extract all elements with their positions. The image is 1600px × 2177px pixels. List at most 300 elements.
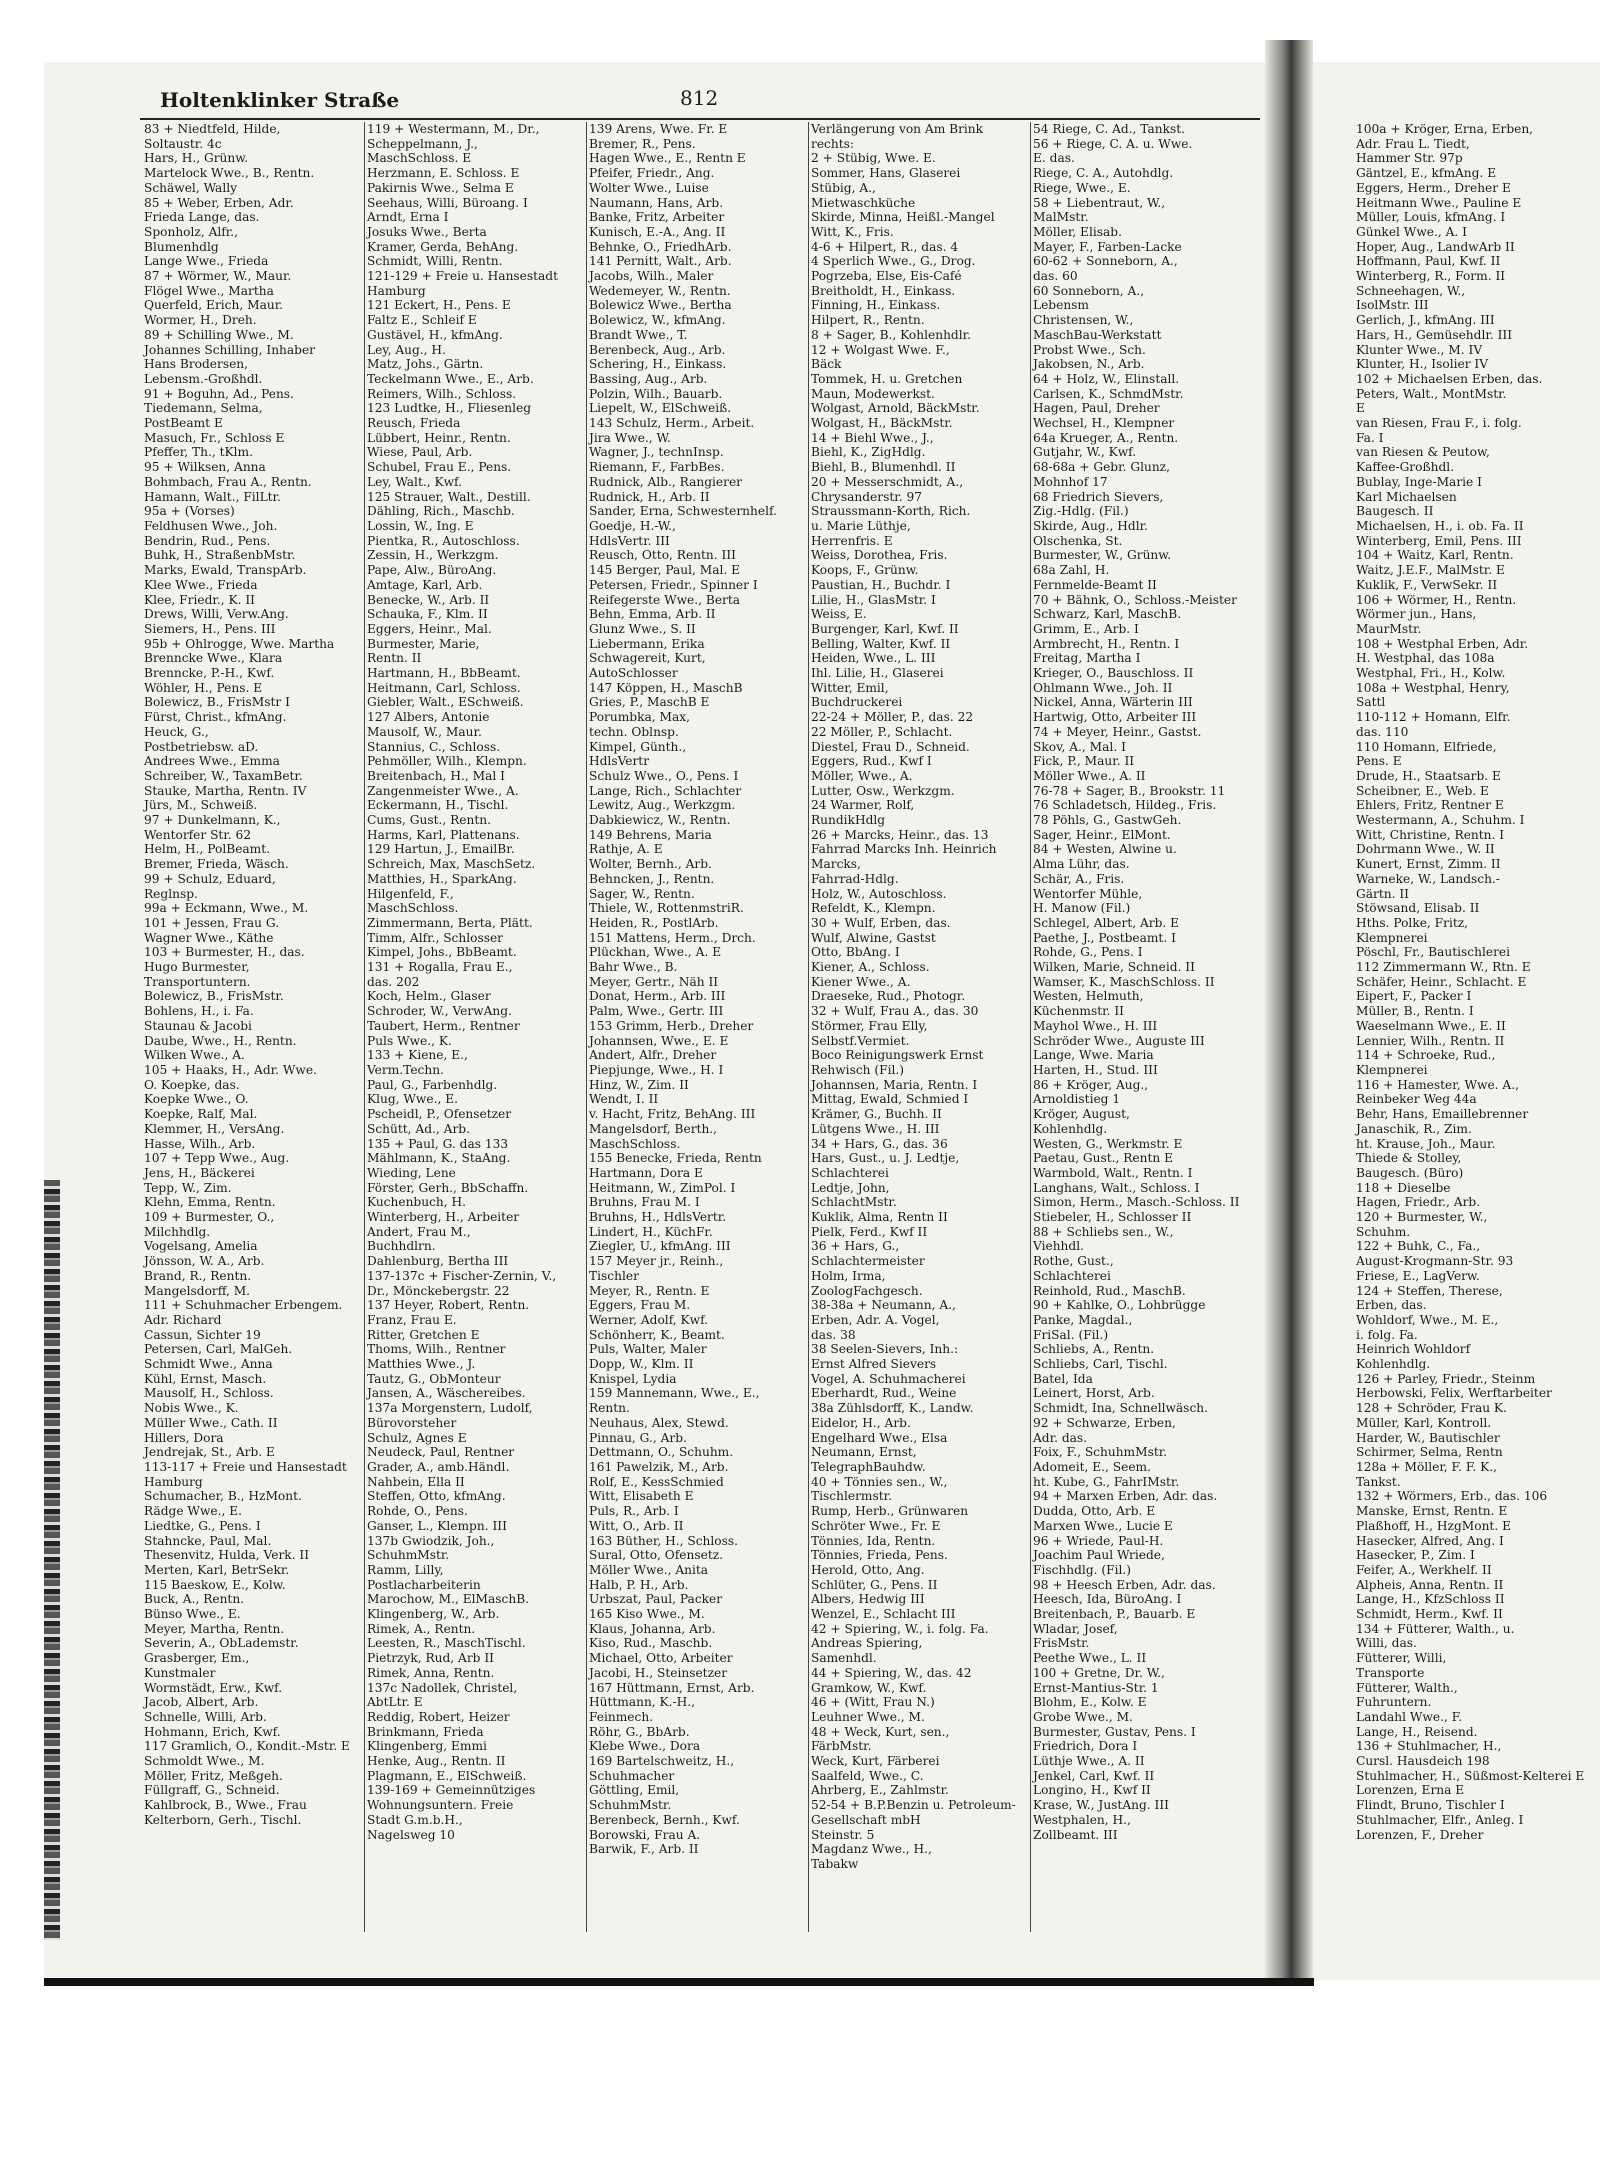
directory-entry: Mayhol Wwe., H. III bbox=[1033, 1018, 1158, 1033]
directory-entry: 169 Bartelschweitz, H., bbox=[589, 1754, 735, 1769]
directory-entry: Rimek, A., Rentn. bbox=[367, 1621, 476, 1636]
directory-entry: Mangelsdorff, M. bbox=[144, 1283, 251, 1298]
directory-entry: Kunisch, E.-A., Ang. II bbox=[589, 224, 726, 239]
directory-entry: Krämer, G., Buchh. II bbox=[811, 1107, 942, 1122]
directory-entry: Sponholz, Alfr., bbox=[144, 224, 239, 239]
directory-entry: 14 + Biehl Wwe., J., bbox=[811, 430, 934, 445]
directory-entry: Longino, H., Kwf II bbox=[1033, 1783, 1151, 1798]
directory-entry: Herzmann, E. Schloss. E bbox=[367, 166, 520, 181]
directory-entry: Thiele, W., RottenmstriR. bbox=[589, 901, 744, 916]
directory-entry: Bremer, R., Pens. bbox=[589, 136, 696, 151]
directory-entry: 131 + Rogalla, Frau E., bbox=[367, 960, 513, 975]
directory-entry: Weiss, E. bbox=[811, 607, 867, 622]
directory-entry: Foix, F., SchuhmMstr. bbox=[1033, 1445, 1168, 1460]
directory-entry: Werner, Adolf, Kwf. bbox=[589, 1312, 709, 1327]
directory-entry: Postbetriebsw. aD. bbox=[144, 739, 259, 754]
directory-entry: Andreas Spiering, bbox=[811, 1636, 923, 1651]
directory-entry: H. Westphal, das 108a bbox=[1356, 651, 1495, 666]
directory-entry: Eberhardt, Rud., Weine bbox=[811, 1386, 957, 1401]
directory-entry: 111 + Schuhmacher Erbengem. Adr. Richard bbox=[144, 1298, 343, 1327]
column-2 bbox=[364, 122, 577, 1932]
directory-entry: Schönherr, K., Beamt. bbox=[589, 1327, 725, 1342]
directory-entry: 115 Baeskow, E., Kolw. bbox=[144, 1577, 286, 1592]
directory-entry: RundikHdlg bbox=[811, 813, 886, 828]
directory-entry: Müller Wwe., Cath. II bbox=[144, 1415, 278, 1430]
directory-entry: Winterberg, Emil, Pens. III bbox=[1356, 533, 1522, 548]
directory-entry: Eipert, F., Packer I bbox=[1356, 989, 1472, 1004]
directory-entry: Plaßhoff, H., HzgMont. E bbox=[1356, 1518, 1511, 1533]
directory-entry: Koch, Helm., Glaser bbox=[367, 989, 491, 1004]
directory-entry: 129 Hartun, J., EmailBr. bbox=[367, 842, 515, 857]
directory-entry: Thiede & Stolley, bbox=[1356, 1151, 1462, 1166]
directory-entry: Biehl, B., Blumenhdl. II bbox=[811, 460, 956, 475]
directory-entry: Michael, Otto, Arbeiter bbox=[589, 1651, 733, 1666]
directory-entry: Meyer, Gertr., Näh II bbox=[589, 974, 719, 989]
directory-entry: Reddig, Robert, Heizer bbox=[367, 1709, 510, 1724]
directory-entry: 153 Grimm, Herb., Dreher bbox=[589, 1018, 754, 1033]
directory-entry: MalMstr. bbox=[1033, 210, 1089, 225]
directory-entry: Kuklik, Alma, Rentn II bbox=[811, 1210, 948, 1225]
directory-entry: Gustävel, H., kfmAng. bbox=[367, 327, 503, 342]
directory-entry: Breitholdt, H., Einkass. bbox=[811, 283, 956, 298]
directory-entry: Armbrecht, H., Rentn. I bbox=[1033, 636, 1180, 651]
directory-entry: 161 Pawelzik, M., Arb. bbox=[589, 1459, 729, 1474]
directory-entry: Daube, Wwe., H., Rentn. bbox=[144, 1033, 297, 1048]
directory-entry: Dahlenburg, Bertha III bbox=[367, 1254, 509, 1269]
directory-entry: Heitmann Wwe., Pauline E bbox=[1356, 195, 1522, 210]
directory-entry: FriSal. (Fil.) bbox=[1033, 1327, 1109, 1342]
directory-entry: Feifer, A., Werkhelf. II bbox=[1356, 1562, 1492, 1577]
directory-entry: Schäwel, Wally bbox=[144, 180, 237, 195]
directory-entry: Urbszat, Paul, Packer bbox=[589, 1592, 723, 1607]
directory-entry: Matz, Johs., Gärtn. bbox=[367, 357, 484, 372]
directory-entry: Hars, Gust., u. J. Ledtje, bbox=[811, 1151, 960, 1166]
directory-entry: Siemers, H., Pens. III bbox=[144, 621, 276, 636]
directory-entry: Lange, H., Reisend. bbox=[1356, 1724, 1478, 1739]
directory-entry: 56 + Riege, C. A. u. Wwe. bbox=[1033, 136, 1193, 151]
directory-entry: 137c Nadollek, Christel, bbox=[367, 1680, 518, 1695]
directory-entry: 83 + Niedtfeld, Hilde, bbox=[144, 122, 281, 136]
directory-entry: Benecke, W., Arb. II bbox=[367, 592, 490, 607]
directory-entry: Pientka, R., Autoschloss. bbox=[367, 533, 520, 548]
directory-entry: Klee Wwe., Frieda bbox=[144, 577, 258, 592]
directory-entry: Möller, Wwe., A. bbox=[811, 768, 913, 783]
directory-entry: 38a Zühlsdorff, K., Landw. bbox=[811, 1401, 974, 1416]
directory-entry: Ohlmann Wwe., Joh. II bbox=[1033, 680, 1173, 695]
directory-entry: Panke, Magdal., bbox=[1033, 1312, 1133, 1327]
directory-entry: Friese, E., LagVerw. bbox=[1356, 1268, 1480, 1283]
directory-entry: Rimek, Anna, Rentn. bbox=[367, 1665, 495, 1680]
directory-entry: Liedtke, G., Pens. I bbox=[144, 1518, 261, 1533]
directory-entry: Reglnsp. bbox=[144, 886, 198, 901]
directory-entry: Weiss, Dorothea, Fris. bbox=[811, 548, 948, 563]
directory-entry: 90 + Kahlke, O., Lohbrügge bbox=[1033, 1298, 1206, 1313]
directory-entry: Gramkow, W., Kwf. bbox=[811, 1680, 927, 1695]
directory-entry: Burmester, W., Grünw. bbox=[1033, 548, 1172, 563]
directory-entry: Westermann, A., Schuhm. I bbox=[1356, 813, 1525, 828]
directory-entry: Westphalen, H., bbox=[1033, 1812, 1131, 1827]
directory-entry: u. Marie Lüthje, bbox=[811, 518, 911, 533]
directory-entry: Heitmann, Carl, Schloss. bbox=[367, 680, 521, 695]
directory-entry: Hillers, Dora bbox=[144, 1430, 224, 1445]
directory-entry: Stübig, A., bbox=[811, 180, 876, 195]
directory-entry: Pehmöller, Wilh., Klempn. bbox=[367, 754, 527, 769]
directory-entry: 137 Heyer, Robert, Rentn. bbox=[367, 1298, 530, 1313]
directory-entry: Paul, G., Farbenhdlg. bbox=[367, 1077, 498, 1092]
directory-entry: Möller, Fritz, Meßgeh. bbox=[144, 1768, 283, 1783]
directory-entry: Lebensm bbox=[1033, 298, 1089, 313]
directory-entry: Möller Wwe., Anita bbox=[589, 1562, 709, 1577]
directory-entry: 48 + Weck, Kurt, sen., bbox=[811, 1724, 950, 1739]
directory-entry: Tabakw bbox=[811, 1856, 859, 1871]
directory-entry: Stuhlmacher, Elfr., Anleg. I bbox=[1356, 1812, 1524, 1827]
directory-entry: Heitmann, W., ZimPol. I bbox=[589, 1180, 736, 1195]
directory-entry: Klunter, H., Isolier IV bbox=[1356, 357, 1489, 372]
directory-entry: Wagner, J., technInsp. bbox=[589, 445, 724, 460]
directory-entry: Schmidt, Ina, Schnellwäsch. bbox=[1033, 1401, 1208, 1416]
directory-entry: Winterberg, R., Form. II bbox=[1356, 269, 1506, 284]
directory-entry: 105 + Haaks, H., Adr. Wwe. bbox=[144, 1063, 317, 1077]
directory-entry: 64 + Holz, W., Elinstall. bbox=[1033, 371, 1180, 386]
directory-entry: Thoms, Wilh., Rentner bbox=[367, 1342, 506, 1357]
directory-entry: 120 + Burmester, W., bbox=[1356, 1210, 1488, 1225]
directory-entry: Klug, Wwe., E. bbox=[367, 1092, 458, 1107]
directory-entry: Schwagereit, Kurt, bbox=[589, 651, 706, 666]
directory-entry: Zessin, H., Werkzgm. bbox=[367, 548, 499, 563]
directory-entry: 32 + Wulf, Frau A., das. 30 bbox=[811, 1004, 979, 1019]
directory-entry: 121 Eckert, H., Pens. E bbox=[367, 298, 511, 313]
directory-entry: Friedrich, Dora I bbox=[1033, 1739, 1138, 1754]
directory-entry: Andrees Wwe., Emma bbox=[144, 754, 280, 769]
directory-entry: Wendt, I. II bbox=[589, 1092, 659, 1107]
directory-entry: 107 + Tepp Wwe., Aug. bbox=[144, 1151, 290, 1166]
directory-entry: 12 + Wolgast Wwe. F., bbox=[811, 342, 950, 357]
directory-entry: Erben, das. bbox=[1356, 1298, 1427, 1313]
directory-entry: SchuhmMstr. bbox=[589, 1798, 672, 1813]
left-page bbox=[140, 72, 1260, 1942]
directory-entry: Schneehagen, W., bbox=[1356, 283, 1466, 298]
directory-entry: 103 + Burmester, H., das. bbox=[144, 945, 305, 960]
directory-entry: Seehaus, Willi, Büroang. I bbox=[367, 195, 528, 210]
directory-entry: Stuhlmacher, H., Süßmost-Kelterei E bbox=[1356, 1768, 1585, 1783]
directory-entry: Schuhm. bbox=[1356, 1224, 1411, 1239]
directory-entry: Andert, Frau M., bbox=[367, 1224, 471, 1239]
directory-entry: Mayer, F., Farben-Lacke bbox=[1033, 239, 1182, 254]
directory-entry: Peters, Walt., MontMstr. bbox=[1356, 386, 1507, 401]
directory-entry: Adomeit, E., Seem. bbox=[1033, 1459, 1151, 1474]
street-title: Holtenklinker Straße bbox=[160, 88, 400, 112]
directory-entry: Witter, Emil, bbox=[811, 680, 889, 695]
directory-entry: Förster, Gerh., BbSchaffn. bbox=[367, 1180, 529, 1195]
directory-entry: Meyer, R., Rentn. E bbox=[589, 1283, 710, 1298]
directory-entry: Puls, R., Arb. I bbox=[589, 1504, 679, 1519]
directory-entry: Willi, das. bbox=[1356, 1636, 1417, 1651]
directory-entry: Burgenger, Karl, Kwf. II bbox=[811, 621, 959, 636]
directory-entry: Hartwig, Otto, Arbeiter III bbox=[1033, 710, 1197, 725]
directory-entry: 40 + Tönnies sen., W., bbox=[811, 1474, 948, 1489]
directory-entry: Bruhns, Frau M. I bbox=[589, 1195, 700, 1210]
directory-entry: Tischlermstr. bbox=[811, 1489, 892, 1504]
directory-entry: Feldhusen Wwe., Joh. bbox=[144, 518, 278, 533]
directory-entry: Peethe Wwe., L. II bbox=[1033, 1651, 1147, 1666]
directory-entry: Lindert, H., KüchFr. bbox=[589, 1224, 713, 1239]
directory-entry: Leesten, R., MaschTischl. bbox=[367, 1636, 526, 1651]
directory-entry: Gries, P., MaschB E bbox=[589, 695, 710, 710]
directory-entry: Wulf, Alwine, Gastst bbox=[811, 930, 936, 945]
directory-entry: 139-169 + Gemeinnütziges bbox=[367, 1783, 536, 1798]
directory-entry: 114 + Schroeke, Rud., bbox=[1356, 1048, 1496, 1063]
directory-entry: 119 + Westermann, M., Dr., bbox=[367, 122, 540, 136]
directory-entry: 106 + Wörmer, H., Rentn. bbox=[1356, 592, 1517, 607]
directory-entry: Baugesch. (Büro) bbox=[1356, 1165, 1464, 1180]
directory-entry: Schuhmacher bbox=[589, 1768, 675, 1783]
directory-entry: Harten, H., Stud. III bbox=[1033, 1063, 1158, 1077]
directory-entry: 8 + Sager, B., Kohlenhdlr. bbox=[811, 327, 971, 342]
directory-entry: Westen, G., Werkmstr. E bbox=[1033, 1136, 1183, 1151]
directory-entry: Wörmer jun., Hans, bbox=[1356, 607, 1477, 622]
book-spine bbox=[1265, 40, 1313, 1985]
directory-entry: Fütterer, Willi, bbox=[1356, 1651, 1447, 1666]
directory-entry: Thesenvitz, Hulda, Verk. II bbox=[144, 1548, 310, 1563]
directory-entry: Wöhler, H., Pens. E bbox=[144, 680, 263, 695]
column-right bbox=[1356, 122, 1586, 1842]
directory-entry: Transportuntern. bbox=[144, 974, 251, 989]
directory-entry: Puls Wwe., K. bbox=[367, 1033, 452, 1048]
directory-entry: Christensen, W., bbox=[1033, 313, 1134, 328]
directory-entry: Mangelsdorf, Berth., bbox=[589, 1121, 718, 1136]
directory-entry: Lennier, Wilh., Rentn. II bbox=[1356, 1033, 1505, 1048]
directory-entry: Donat, Herm., Arb. III bbox=[589, 989, 726, 1004]
directory-entry: Wamser, K., MaschSchloss. II bbox=[1033, 974, 1215, 989]
directory-entry: Witt, Christine, Rentn. I bbox=[1356, 827, 1505, 842]
directory-entry: Klaus, Johanna, Arb. bbox=[589, 1621, 716, 1636]
directory-entry: Ley, Walt., Kwf. bbox=[367, 474, 462, 489]
directory-entry: Riege, C. A., Autohdlg. bbox=[1033, 166, 1174, 181]
directory-entry: Rothe, Gust., bbox=[1033, 1254, 1114, 1269]
directory-entry: Wohnungsuntern. Freie bbox=[367, 1798, 514, 1813]
directory-entry: Schauka, F., Klm. II bbox=[367, 607, 488, 622]
directory-entry: Schäfer, Heinr., Schlacht. E bbox=[1356, 974, 1527, 989]
directory-entry: 101 + Jessen, Frau G. bbox=[144, 915, 280, 930]
directory-entry: Puls, Walter, Maler bbox=[589, 1342, 707, 1357]
directory-entry: 4-6 + Hilpert, R., das. 4 bbox=[811, 239, 959, 254]
directory-entry: das. 202 bbox=[367, 974, 420, 989]
directory-entry: Schröder Wwe., Auguste III bbox=[1033, 1033, 1205, 1048]
directory-entry: Ernst Alfred Sievers bbox=[811, 1357, 937, 1372]
directory-entry: Hagen Wwe., E., Rentn E bbox=[589, 151, 746, 166]
directory-entry: Liebermann, Erika bbox=[589, 636, 705, 651]
directory-entry: Hoper, Aug., LandwArb II bbox=[1356, 239, 1515, 254]
directory-entry: MaschSchloss. bbox=[589, 1136, 681, 1151]
directory-entry: Paetau, Gust., Rentn E bbox=[1033, 1151, 1174, 1166]
directory-entry: Henke, Aug., Rentn. II bbox=[367, 1754, 506, 1769]
directory-entry: Rohde, G., Pens. I bbox=[1033, 945, 1143, 960]
directory-entry: Kimpel, Johs., BbBeamt. bbox=[367, 945, 517, 960]
directory-entry: 139 Arens, Wwe. Fr. E bbox=[589, 122, 728, 136]
directory-entry: Schreich, Max, MaschSetz. bbox=[367, 857, 536, 872]
directory-entry: Lewitz, Aug., Werkzgm. bbox=[589, 798, 736, 813]
directory-entry: 91 + Boguhn, Ad., Pens. bbox=[144, 386, 294, 401]
directory-entry: 52-54 + B.P.Benzin u. Petroleum-Gesellschaft mbH bbox=[811, 1798, 1016, 1827]
directory-entry: Kuklik, F., VerwSekr. II bbox=[1356, 577, 1498, 592]
directory-entry: Nobis Wwe., K. bbox=[144, 1401, 239, 1416]
directory-entry: Fick, P., Maur. II bbox=[1033, 754, 1135, 769]
directory-entry: 88 + Schliebs sen., W., bbox=[1033, 1224, 1174, 1239]
directory-entry: Klingenberg, W., Arb. bbox=[367, 1607, 500, 1622]
directory-entry: Wenzel, E., Schlacht III bbox=[811, 1607, 956, 1622]
directory-entry: Nickel, Anna, Wärterin III bbox=[1033, 695, 1193, 710]
directory-entry: Halb, P. H., Arb. bbox=[589, 1577, 689, 1592]
directory-entry: 134 + Fütterer, Walth., u. bbox=[1356, 1621, 1515, 1636]
directory-entry: Sommer, Hans, Glaserei bbox=[811, 166, 961, 181]
directory-entry: HdlsVertr. III bbox=[589, 533, 670, 548]
directory-entry: 95a + (Vorses) bbox=[144, 504, 235, 519]
directory-entry: techn. Oblnsp. bbox=[589, 724, 679, 739]
directory-entry: Schlachterei bbox=[811, 1165, 889, 1180]
directory-entry: 104 + Waitz, Karl, Rentn. bbox=[1356, 548, 1514, 563]
directory-entry: Borowski, Frau A. bbox=[589, 1827, 701, 1842]
directory-entry: Tommek, H. u. Gretchen bbox=[811, 371, 963, 386]
directory-entry: Ritter, Gretchen E bbox=[367, 1327, 480, 1342]
directory-entry: Pakirnis Wwe., Selma E bbox=[367, 180, 514, 195]
directory-entry: 151 Mattens, Herm., Drch. bbox=[589, 930, 756, 945]
directory-entry: Hans Brodersen, bbox=[144, 357, 249, 372]
directory-entry: Schnelle, Willi, Arb. bbox=[144, 1709, 267, 1724]
directory-entry: 147 Köppen, H., MaschB bbox=[589, 680, 743, 695]
directory-entry: Diestel, Frau D., Schneid. bbox=[811, 739, 970, 754]
directory-entry: 94 + Marxen Erben, Adr. das. bbox=[1033, 1489, 1218, 1504]
directory-entry: Gerlich, J., kfmAng. III bbox=[1356, 313, 1495, 328]
directory-entry: Michaelsen, H., i. ob. Fa. II bbox=[1356, 518, 1524, 533]
directory-entry: Müller, Karl, Kontroll. bbox=[1356, 1415, 1492, 1430]
directory-entry: Koepke, Ralf, Mal. bbox=[144, 1107, 258, 1122]
directory-entry: 92 + Schwarze, Erben, bbox=[1033, 1415, 1176, 1430]
directory-entry: Dohrmann Wwe., W. II bbox=[1356, 842, 1495, 857]
directory-entry: Johannsen, Wwe., E. E bbox=[589, 1033, 729, 1048]
directory-entry: Schröter Wwe., Fr. E bbox=[811, 1518, 941, 1533]
directory-entry: Petersen, Friedr., Spinner I bbox=[589, 577, 758, 592]
directory-entry: Verm.Techn. bbox=[367, 1063, 444, 1077]
directory-entry: Belling, Walter, Kwf. II bbox=[811, 636, 951, 651]
directory-entry: Teckelmann Wwe., E., Arb. bbox=[367, 371, 534, 386]
directory-entry: 84 + Westen, Alwine u. bbox=[1033, 842, 1177, 857]
directory-entry: 137a Morgenstern, Ludolf, bbox=[367, 1401, 533, 1416]
directory-entry: 126 + Parley, Friedr., Steinm bbox=[1356, 1371, 1536, 1386]
directory-entry: Cassun, Sichter 19 bbox=[144, 1327, 261, 1342]
directory-entry: Buchdruckerei bbox=[811, 695, 903, 710]
directory-entry: Behn, Emma, Arb. II bbox=[589, 607, 716, 622]
directory-entry: 22 Möller, P., Schlacht. bbox=[811, 724, 953, 739]
directory-entry: 135 + Paul, G. das 133 bbox=[367, 1136, 509, 1151]
directory-entry: Schwarz, Karl, MaschB. bbox=[1033, 607, 1182, 622]
directory-entry: Rädge Wwe., E. bbox=[144, 1504, 242, 1519]
directory-entry: Scheppelmann, J., bbox=[367, 136, 478, 151]
directory-entry: Marks, Ewald, TranspArb. bbox=[144, 563, 307, 578]
directory-entry: Burmester, Marie, bbox=[367, 636, 480, 651]
directory-entry: 116 + Hamester, Wwe. A., bbox=[1356, 1077, 1519, 1092]
directory-entry: Timm, Alfr., Schlosser bbox=[367, 930, 504, 945]
directory-entry: 133 + Kiene, E., bbox=[367, 1048, 468, 1063]
directory-entry: Franz, Frau E. bbox=[367, 1312, 457, 1327]
directory-entry: Maun, Modewerkst. bbox=[811, 386, 935, 401]
directory-entry: Dabkiewicz, W., Rentn. bbox=[589, 813, 731, 828]
directory-entry: Leinert, Horst, Arb. bbox=[1033, 1386, 1155, 1401]
directory-entry: 165 Kiso Wwe., M. bbox=[589, 1607, 705, 1622]
directory-entry: Ernst-Mantius-Str. 1 bbox=[1033, 1680, 1159, 1695]
directory-entry: Joachim Paul Wriede, bbox=[1033, 1548, 1165, 1563]
directory-entry: Helm, H., PolBeamt. bbox=[144, 842, 270, 857]
directory-entry: i. folg. Fa. bbox=[1356, 1327, 1418, 1342]
directory-entry: Stannius, C., Schloss. bbox=[367, 739, 501, 754]
directory-entry: Stauke, Martha, Rentn. IV bbox=[144, 783, 307, 798]
column-1 bbox=[142, 122, 354, 1932]
directory-entry: Mittag, Ewald, Schmied I bbox=[811, 1092, 969, 1107]
directory-entry: Tankst. bbox=[1356, 1474, 1401, 1489]
directory-entry: Wilken, Marie, Schneid. II bbox=[1033, 960, 1195, 975]
directory-entry: Störmer, Frau Elly, bbox=[811, 1018, 928, 1033]
directory-entry: Wedemeyer, W., Rentn. bbox=[589, 283, 731, 298]
directory-entry: Hths. Polke, Fritz, bbox=[1356, 915, 1469, 930]
directory-entry: Barwik, F., Arb. II bbox=[589, 1842, 699, 1857]
directory-entry: 143 Schulz, Herm., Arbeit. bbox=[589, 416, 755, 431]
directory-entry: Herbowski, Felix, Werftarbeiter bbox=[1356, 1386, 1552, 1401]
directory-entry: Schmidt Wwe., Anna bbox=[144, 1357, 273, 1372]
directory-entry: Lüthje Wwe., A. II bbox=[1033, 1754, 1145, 1769]
directory-entry: Cursl. Hausdeich 198 bbox=[1356, 1754, 1490, 1769]
directory-entry: Querfeld, Erich, Maur. bbox=[144, 298, 284, 313]
directory-entry: Tischler bbox=[589, 1268, 639, 1283]
directory-entry: 4 Sperlich Wwe., G., Drog. bbox=[811, 254, 976, 269]
directory-entry: Eidelor, H., Arb. bbox=[811, 1415, 911, 1430]
directory-entry: Kiener, A., Schloss. bbox=[811, 960, 930, 975]
directory-entry: Wolter Wwe., Luise bbox=[589, 180, 709, 195]
directory-entry: Lutter, Osw., Werkzgm. bbox=[811, 783, 955, 798]
directory-entry: Nahbein, Ella II bbox=[367, 1474, 465, 1489]
directory-entry: Landahl Wwe., F. bbox=[1356, 1709, 1463, 1724]
directory-entry: Nagelsweg 10 bbox=[367, 1827, 455, 1842]
directory-entry: 95b + Ohlrogge, Wwe. Martha bbox=[144, 636, 335, 651]
directory-entry: Rudnick, H., Arb. II bbox=[589, 489, 710, 504]
directory-entry: Lütgens Wwe., H. III bbox=[811, 1121, 940, 1136]
directory-entry: FrisMstr. bbox=[1033, 1636, 1090, 1651]
directory-entry: Grimm, E., Arb. I bbox=[1033, 621, 1139, 636]
directory-entry: Lübbert, Heinr., Rentn. bbox=[367, 430, 511, 445]
directory-entry: Mietwaschküche bbox=[811, 195, 916, 210]
directory-entry: Dopp, W., Klm. II bbox=[589, 1357, 694, 1372]
directory-entry: Schulz Wwe., O., Pens. I bbox=[589, 768, 739, 783]
directory-entry: Fütterer, Walth., bbox=[1356, 1680, 1458, 1695]
directory-entry: Heiden, Wwe., L. III bbox=[811, 651, 936, 666]
directory-entry: Kohlenhdlg. bbox=[1356, 1357, 1431, 1372]
directory-entry: Lange, Rich., Schlachter bbox=[589, 783, 742, 798]
directory-entry: 118 + Dieselbe bbox=[1356, 1180, 1451, 1195]
directory-entry: Witt, O., Arb. II bbox=[589, 1518, 684, 1533]
directory-entry: Schmidt, Willi, Rentn. bbox=[367, 254, 503, 269]
directory-entry: Tiedemann, Selma, bbox=[144, 401, 263, 416]
directory-entry: Tepp, W., Zim. bbox=[144, 1180, 232, 1195]
directory-entry: Blohm, E., Kolw. E bbox=[1033, 1695, 1147, 1710]
directory-entry: 30 + Wulf, Erben, das. bbox=[811, 915, 951, 930]
directory-entry: 110 Homann, Elfriede, bbox=[1356, 739, 1497, 754]
directory-entry: 99a + Eckmann, Wwe., M. bbox=[144, 901, 309, 916]
directory-entry: Fa. I bbox=[1356, 430, 1384, 445]
directory-entry: 78 Pöhls, G., GastwGeh. bbox=[1033, 813, 1182, 828]
directory-entry: Bohmbach, Frau A., Rentn. bbox=[144, 474, 312, 489]
right-page bbox=[1320, 72, 1600, 1942]
directory-entry: Paethe, J., Postbeamt. I bbox=[1033, 930, 1176, 945]
directory-entry: Baugesch. II bbox=[1356, 504, 1434, 519]
directory-entry: 85 + Weber, Erben, Adr. bbox=[144, 195, 294, 210]
